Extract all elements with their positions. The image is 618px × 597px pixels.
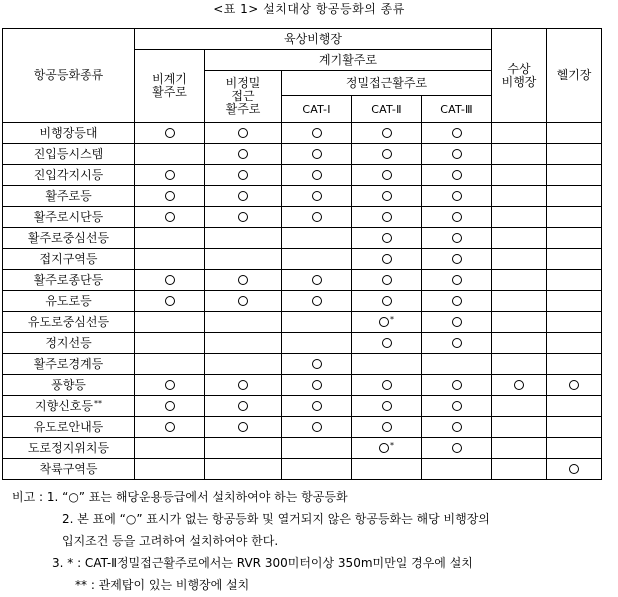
- circle-mark-icon: [452, 212, 462, 222]
- lamp-name: 접지구역등: [3, 249, 135, 270]
- mark-cell: [205, 144, 282, 165]
- table-row: [3, 396, 602, 417]
- mark-cell: [205, 354, 282, 375]
- mark-cell: [282, 291, 352, 312]
- mark-cell: [492, 123, 547, 144]
- lamp-name: 유도로등: [3, 291, 135, 312]
- mark-cell: [205, 165, 282, 186]
- mark-cell: [492, 438, 547, 459]
- mark-cell: [547, 459, 602, 480]
- circle-mark-icon: [382, 191, 392, 201]
- mark-cell: [492, 312, 547, 333]
- circle-mark-icon: [312, 380, 322, 390]
- mark-cell: [135, 333, 205, 354]
- mark-cell: [352, 417, 422, 438]
- lamp-name: 도로정지위치등: [3, 438, 135, 459]
- circle-mark-icon: [379, 317, 389, 327]
- notes: [12, 486, 612, 596]
- mark-cell: [135, 291, 205, 312]
- mark-cell: [205, 312, 282, 333]
- mark-cell: [135, 375, 205, 396]
- mark-cell: [352, 207, 422, 228]
- circle-mark-icon: [165, 422, 175, 432]
- header-lamp-kind: 항공등화종류: [3, 29, 135, 123]
- table-row: [3, 312, 602, 333]
- mark-cell: [282, 270, 352, 291]
- mark-cell: [547, 123, 602, 144]
- mark-cell: [352, 249, 422, 270]
- header-cat1: CAT-Ⅰ: [282, 96, 352, 123]
- circle-mark-icon: [382, 254, 392, 264]
- circle-mark-icon: [382, 170, 392, 180]
- circle-mark-icon: [312, 275, 322, 285]
- circle-mark-icon: [238, 380, 248, 390]
- circle-mark-icon: [238, 170, 248, 180]
- circle-mark-icon: [452, 422, 462, 432]
- header-heliport: 헬기장: [547, 29, 602, 123]
- mark-cell: [135, 354, 205, 375]
- note-4: ** : 관제탑이 있는 비행장에 설치: [75, 578, 250, 592]
- circle-mark-icon: [382, 338, 392, 348]
- mark-cell: [492, 186, 547, 207]
- circle-mark-icon: [452, 338, 462, 348]
- mark-cell: [352, 375, 422, 396]
- mark-cell: [492, 459, 547, 480]
- lamp-name: 진입등시스템: [3, 144, 135, 165]
- mark-cell: [135, 144, 205, 165]
- mark-cell: [492, 333, 547, 354]
- header-precision: 정밀접근활주로: [282, 71, 492, 96]
- mark-cell: [547, 333, 602, 354]
- circle-mark-icon: [165, 128, 175, 138]
- mark-cell: [492, 207, 547, 228]
- lamp-name: 착륙구역등: [3, 459, 135, 480]
- circle-mark-icon: [569, 464, 579, 474]
- mark-cell: [282, 417, 352, 438]
- table-row: [3, 438, 602, 459]
- circle-mark-icon: [238, 212, 248, 222]
- mark-cell: [547, 144, 602, 165]
- circle-mark-icon: [165, 170, 175, 180]
- mark-cell: [205, 459, 282, 480]
- circle-mark-icon: [452, 275, 462, 285]
- mark-cell: [135, 312, 205, 333]
- circle-mark-icon: [382, 233, 392, 243]
- mark-cell: [352, 291, 422, 312]
- mark-cell: [135, 207, 205, 228]
- mark-cell: [422, 333, 492, 354]
- circle-mark-icon: [312, 296, 322, 306]
- mark-cell: [422, 207, 492, 228]
- mark-cell: [492, 165, 547, 186]
- mark-cell: [282, 186, 352, 207]
- circle-mark-icon: [312, 401, 322, 411]
- mark-cell: [492, 417, 547, 438]
- mark-cell: [135, 396, 205, 417]
- circle-mark-icon: [452, 317, 462, 327]
- header-non-precision: 비정밀 접근 활주로: [205, 71, 282, 123]
- mark-cell: [135, 459, 205, 480]
- circle-mark-icon: [165, 212, 175, 222]
- mark-cell: [422, 396, 492, 417]
- table-row: [3, 459, 602, 480]
- note-2a: 2. 본 표에 “○” 표시가 없는 항공등화 및 열거되지 않은 항공등화는 해당 비행장의: [62, 512, 490, 526]
- circle-mark-icon: [238, 149, 248, 159]
- circle-mark-icon: [452, 191, 462, 201]
- mark-cell: [282, 144, 352, 165]
- mark-cell: [352, 312, 422, 333]
- mark-cell: [282, 228, 352, 249]
- table-row: [3, 144, 602, 165]
- mark-cell: [547, 186, 602, 207]
- note-2b: 입지조건 등을 고려하여 설치하여야 한다.: [62, 534, 279, 548]
- lighting-table: [2, 28, 602, 480]
- mark-cell: [547, 417, 602, 438]
- circle-mark-icon: [452, 296, 462, 306]
- mark-cell: [492, 144, 547, 165]
- circle-mark-icon: [382, 401, 392, 411]
- mark-cell: [205, 396, 282, 417]
- mark-cell: [492, 228, 547, 249]
- mark-cell: [422, 249, 492, 270]
- mark-cell: [135, 186, 205, 207]
- lamp-name: 비행장등대: [3, 123, 135, 144]
- circle-mark-icon: [312, 212, 322, 222]
- circle-mark-icon: [238, 128, 248, 138]
- circle-mark-icon: [514, 380, 524, 390]
- lamp-name: 활주로경계등: [3, 354, 135, 375]
- circle-mark-icon: [382, 296, 392, 306]
- mark-cell: [135, 249, 205, 270]
- mark-cell: [547, 375, 602, 396]
- mark-cell: [422, 270, 492, 291]
- mark-cell: [352, 228, 422, 249]
- mark-cell: [352, 396, 422, 417]
- circle-mark-icon: [452, 233, 462, 243]
- table-row: [3, 375, 602, 396]
- lamp-name: 활주로종단등: [3, 270, 135, 291]
- circle-mark-icon: [165, 275, 175, 285]
- table-body: [3, 123, 602, 480]
- header-instrument-runway: 계기활주로: [205, 50, 492, 71]
- lamp-name: 정지선등: [3, 333, 135, 354]
- circle-mark-icon: [452, 380, 462, 390]
- star-footnote: *: [390, 314, 394, 324]
- circle-mark-icon: [452, 443, 462, 453]
- mark-cell: [282, 438, 352, 459]
- table-row: [3, 207, 602, 228]
- note-1: 비고 : 1. “○” 표는 해당운용등급에서 설치하여야 하는 항공등화: [12, 490, 348, 504]
- mark-cell: [205, 291, 282, 312]
- header-cat2: CAT-Ⅱ: [352, 96, 422, 123]
- table-row: [3, 165, 602, 186]
- lamp-name: 활주로등: [3, 186, 135, 207]
- mark-cell: [547, 270, 602, 291]
- mark-cell: [422, 165, 492, 186]
- note-3: 3. * : CAT-Ⅱ정밀접근활주로에서는 RVR 300미터이상 350m미만일 경우에 설치: [52, 556, 473, 570]
- mark-cell: [352, 123, 422, 144]
- table-row: [3, 333, 602, 354]
- table-row: [3, 270, 602, 291]
- mark-cell: [205, 333, 282, 354]
- circle-mark-icon: [312, 170, 322, 180]
- circle-mark-icon: [312, 422, 322, 432]
- circle-mark-icon: [312, 359, 322, 369]
- mark-cell: [282, 459, 352, 480]
- mark-cell: [282, 165, 352, 186]
- mark-cell: [547, 249, 602, 270]
- mark-cell: [547, 354, 602, 375]
- mark-cell: [282, 312, 352, 333]
- mark-cell: [135, 165, 205, 186]
- table-row: [3, 291, 602, 312]
- mark-cell: [422, 417, 492, 438]
- mark-cell: [135, 228, 205, 249]
- mark-cell: [352, 354, 422, 375]
- header-land-airport: 육상비행장: [135, 29, 492, 50]
- circle-mark-icon: [382, 275, 392, 285]
- mark-cell: [422, 438, 492, 459]
- mark-cell: [547, 207, 602, 228]
- mark-cell: [205, 270, 282, 291]
- header-cat3: CAT-Ⅲ: [422, 96, 492, 123]
- mark-cell: [135, 270, 205, 291]
- circle-mark-icon: [379, 443, 389, 453]
- mark-cell: [547, 291, 602, 312]
- mark-cell: [135, 417, 205, 438]
- mark-cell: [422, 291, 492, 312]
- table-row: [3, 228, 602, 249]
- mark-cell: [422, 186, 492, 207]
- mark-cell: [422, 354, 492, 375]
- mark-cell: [422, 375, 492, 396]
- mark-cell: [422, 228, 492, 249]
- mark-cell: [205, 249, 282, 270]
- mark-cell: [205, 123, 282, 144]
- mark-cell: [205, 375, 282, 396]
- circle-mark-icon: [238, 296, 248, 306]
- mark-cell: [492, 375, 547, 396]
- table-row: [3, 186, 602, 207]
- circle-mark-icon: [382, 212, 392, 222]
- mark-cell: [135, 123, 205, 144]
- mark-cell: [282, 207, 352, 228]
- mark-cell: [352, 144, 422, 165]
- lamp-name: 활주로중심선등: [3, 228, 135, 249]
- mark-cell: [352, 333, 422, 354]
- lamp-name: 유도로중심선등: [3, 312, 135, 333]
- mark-cell: [205, 186, 282, 207]
- mark-cell: [205, 207, 282, 228]
- circle-mark-icon: [312, 191, 322, 201]
- table-row: [3, 249, 602, 270]
- circle-mark-icon: [238, 191, 248, 201]
- mark-cell: [282, 333, 352, 354]
- circle-mark-icon: [452, 149, 462, 159]
- mark-cell: [492, 354, 547, 375]
- lamp-name: 유도로안내등: [3, 417, 135, 438]
- circle-mark-icon: [382, 422, 392, 432]
- mark-cell: [352, 459, 422, 480]
- mark-cell: [352, 186, 422, 207]
- circle-mark-icon: [165, 191, 175, 201]
- star-footnote: *: [390, 440, 394, 450]
- mark-cell: [492, 249, 547, 270]
- mark-cell: [205, 417, 282, 438]
- mark-cell: [282, 354, 352, 375]
- header-water-airport: 수상 비행장: [492, 29, 547, 123]
- lamp-name: 진입각지시등: [3, 165, 135, 186]
- mark-cell: [547, 438, 602, 459]
- mark-cell: [492, 270, 547, 291]
- table-title: <표 1> 설치대상 항공등화의 종류: [213, 2, 405, 16]
- mark-cell: [492, 396, 547, 417]
- lamp-name: 풍향등: [3, 375, 135, 396]
- mark-cell: [422, 144, 492, 165]
- mark-cell: [352, 270, 422, 291]
- mark-cell: [205, 228, 282, 249]
- mark-cell: [352, 438, 422, 459]
- circle-mark-icon: [452, 128, 462, 138]
- circle-mark-icon: [382, 128, 392, 138]
- circle-mark-icon: [238, 275, 248, 285]
- mark-cell: [282, 396, 352, 417]
- mark-cell: [282, 123, 352, 144]
- double-star-footnote: **: [93, 398, 102, 408]
- mark-cell: [422, 312, 492, 333]
- circle-mark-icon: [165, 401, 175, 411]
- table-row: [3, 123, 602, 144]
- mark-cell: [282, 375, 352, 396]
- mark-cell: [282, 249, 352, 270]
- circle-mark-icon: [165, 296, 175, 306]
- circle-mark-icon: [452, 170, 462, 180]
- circle-mark-icon: [312, 149, 322, 159]
- mark-cell: [547, 396, 602, 417]
- mark-cell: [547, 312, 602, 333]
- mark-cell: [422, 459, 492, 480]
- circle-mark-icon: [452, 401, 462, 411]
- mark-cell: [547, 228, 602, 249]
- mark-cell: [547, 165, 602, 186]
- table-row: [3, 417, 602, 438]
- lamp-name: 지향신호등**: [3, 396, 135, 417]
- mark-cell: [205, 438, 282, 459]
- circle-mark-icon: [238, 401, 248, 411]
- circle-mark-icon: [382, 149, 392, 159]
- circle-mark-icon: [238, 422, 248, 432]
- lamp-name: 활주로시단등: [3, 207, 135, 228]
- mark-cell: [492, 291, 547, 312]
- mark-cell: [422, 123, 492, 144]
- mark-cell: [135, 438, 205, 459]
- circle-mark-icon: [569, 380, 579, 390]
- circle-mark-icon: [312, 128, 322, 138]
- mark-cell: [352, 165, 422, 186]
- circle-mark-icon: [165, 380, 175, 390]
- circle-mark-icon: [452, 254, 462, 264]
- table-row: [3, 354, 602, 375]
- header-non-instrument: 비계기 활주로: [135, 50, 205, 123]
- circle-mark-icon: [382, 380, 392, 390]
